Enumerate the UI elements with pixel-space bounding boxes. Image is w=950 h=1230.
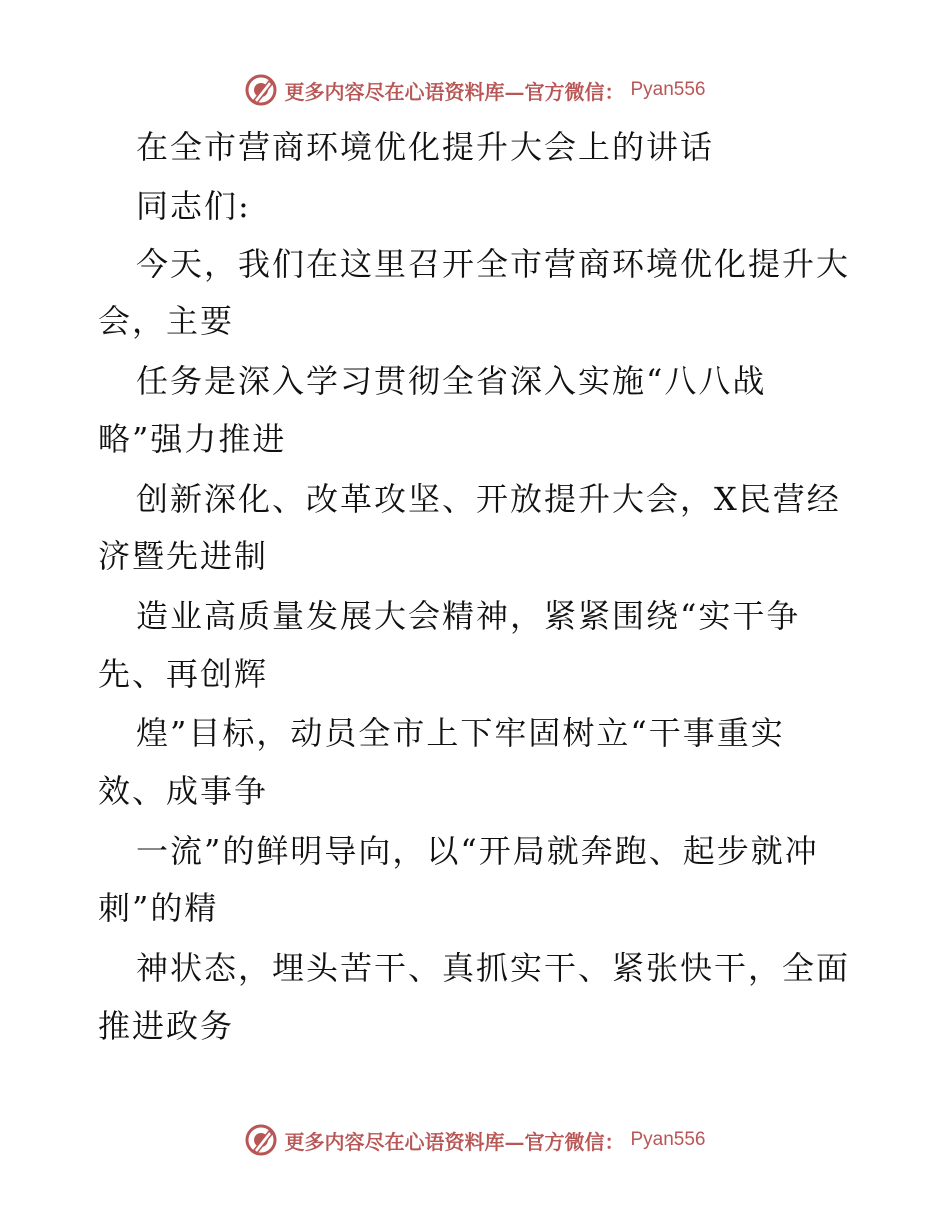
doc-title: 在全市营商环境优化提升大会上的讲话: [136, 128, 715, 166]
doc-line: 创新深化、改革攻坚、开放提升大会，X民营经: [136, 480, 841, 518]
footer-watermark-banner: [0, 1118, 950, 1162]
doc-line: 效、成事争: [98, 772, 269, 810]
doc-line: 任务是深入学习贯彻全省深入实施“八八战: [136, 362, 767, 400]
pen-logo-icon: [244, 73, 278, 107]
banner-wechat-id: Pyan556: [630, 1129, 706, 1150]
doc-line: 会，主要: [98, 302, 235, 340]
doc-line: 推进政务: [98, 1007, 235, 1045]
header-watermark-banner: [0, 68, 950, 112]
doc-line: 神状态，埋头苦干、真抓实干、紧张快干，全面: [136, 949, 851, 987]
doc-line: 先、再创辉: [98, 655, 269, 693]
banner-text: 更多内容尽在心语资料库—官方微信：: [284, 1129, 625, 1154]
banner-text: 更多内容尽在心语资料库—官方微信：: [284, 79, 625, 104]
doc-salutation: 同志们:: [136, 187, 251, 225]
doc-line: 煌”目标，动员全市上下牢固树立“干事重实: [136, 714, 785, 752]
doc-line: 济暨先进制: [98, 537, 269, 575]
banner-wechat-id: Pyan556: [630, 79, 706, 100]
doc-line: 一流”的鲜明导向，以“开局就奔跑、起步就冲: [136, 832, 819, 870]
doc-line: 今天，我们在这里召开全市营商环境优化提升大: [136, 245, 851, 283]
doc-line: 造业高质量发展大会精神，紧紧围绕“实干争: [136, 597, 801, 635]
pen-logo-icon: [244, 1123, 278, 1157]
doc-line: 刺”的精: [98, 889, 219, 927]
doc-line: 略”强力推进: [98, 420, 287, 458]
